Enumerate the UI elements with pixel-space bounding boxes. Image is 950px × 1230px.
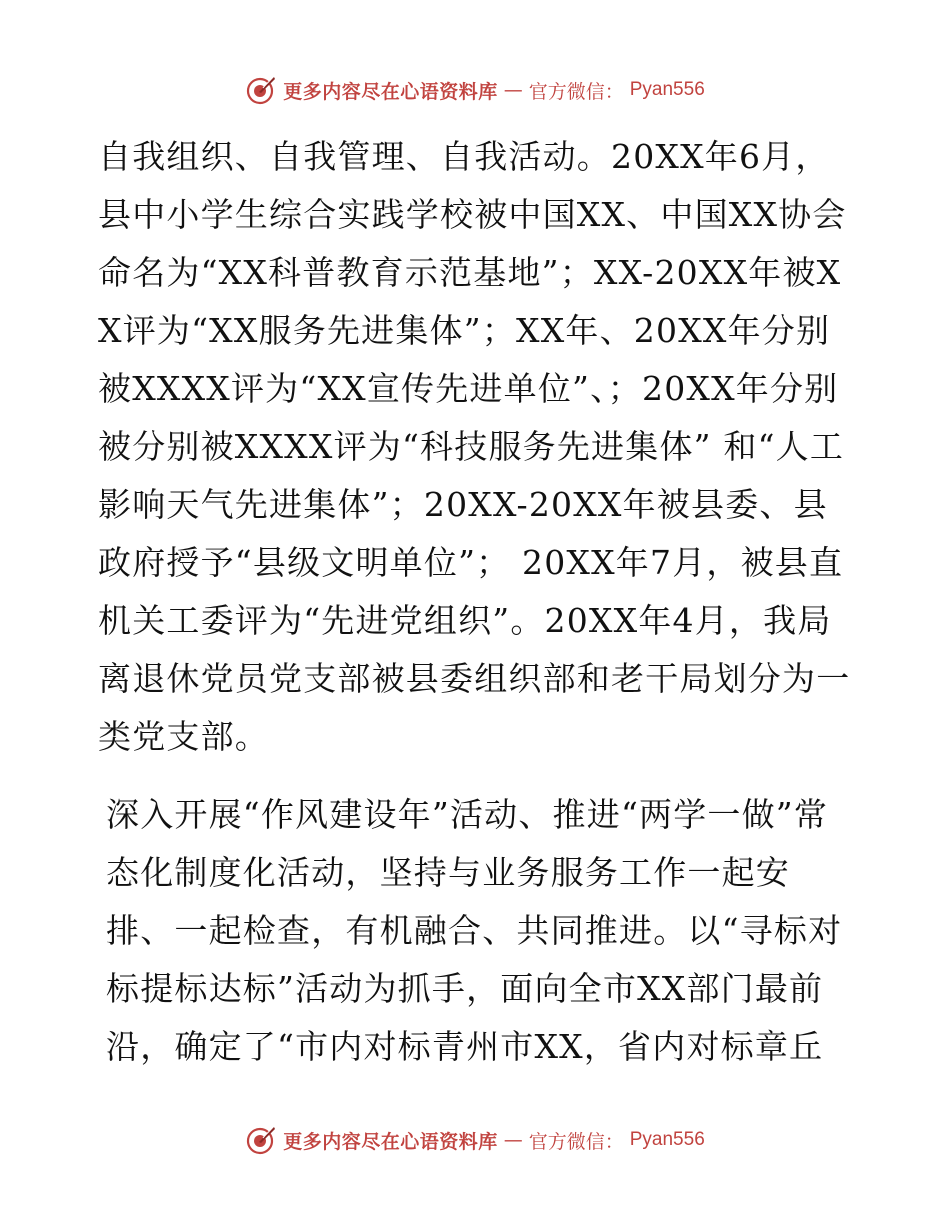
quill-seal-logo-icon <box>245 74 277 106</box>
watermark-separator: — <box>503 79 523 101</box>
watermark-wechat-label: 官方微信： <box>528 80 624 103</box>
header-watermark <box>0 74 950 106</box>
watermark-wechat-label: 官方微信： <box>528 1130 624 1153</box>
footer-watermark <box>0 1124 950 1156</box>
watermark-separator: — <box>503 1129 523 1151</box>
watermark-wechat-id: Pyan556 <box>629 79 705 100</box>
paragraph-work-style: 深入开展“作风建设年”活动、推进“两学一做”常态化制度化活动，坚持与业务服务工作一起安排、一起检查，有机融合、共同推进。以“寻标对标提标达标”活动为抓手，面向全市XX部门最前沿，确定了“市内对标青州市XX，省内对标章丘 <box>106 795 843 1066</box>
paragraph-honors: 自我组织、自我管理、自我活动。20XX年6月，县中小学生综合实践学校被中国XX、中国XX协会命名为“XX科普教育示范基地”；XX-20XX年被XX评为“XX服务先进集体”；XX年、20XX年分别被XXXX评为“XX宣传先进单位”、；20XX年分别被分别被XXXX评为“科技服务先进集体” 和“人工影响天气先进集体”；20XX-20XX年被县委、县政府授予“县级文明单位”； 20XX年7月，被县直机关工委评为“先进党组织”。20XX年4月，我局离退休党员党支部被县委组织部和老干局划分为一类党支部。 <box>98 137 851 756</box>
quill-seal-logo-icon <box>245 1124 277 1156</box>
watermark-wechat-id: Pyan556 <box>629 1129 705 1150</box>
watermark-library-text: 更多内容尽在心语资料库 <box>283 1130 498 1153</box>
document-body <box>98 128 858 1076</box>
watermark-library-text: 更多内容尽在心语资料库 <box>283 80 498 103</box>
